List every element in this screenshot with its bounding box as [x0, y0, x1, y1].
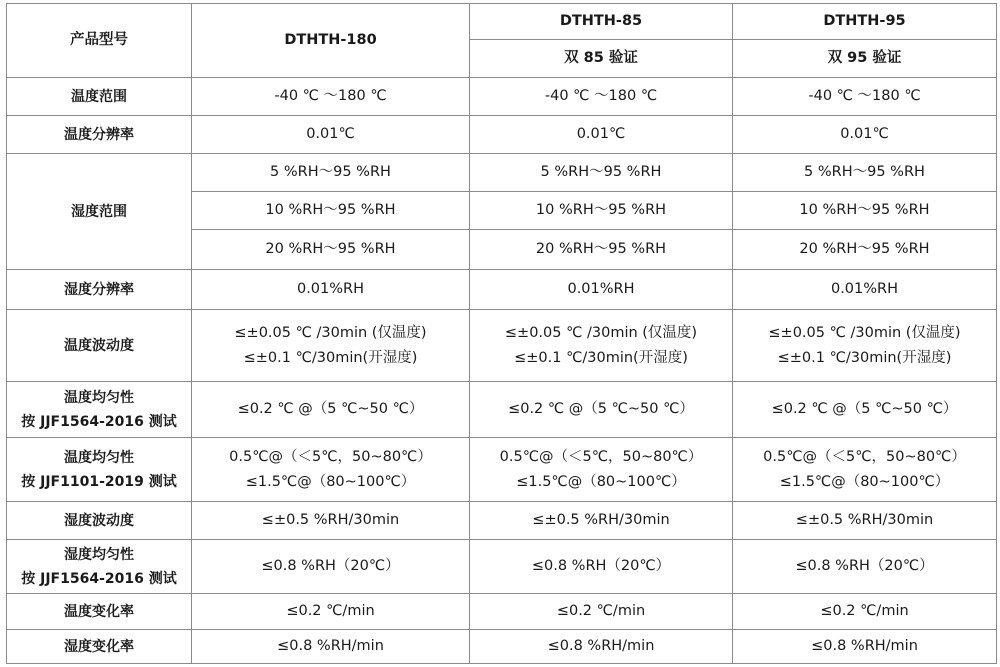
value-cell: 20 %RH～95 %RH: [192, 230, 470, 270]
value-cell: [192, 382, 470, 438]
value-cell: [470, 116, 733, 154]
row-label-line: 温度均匀性: [64, 389, 134, 406]
value-line: 0.01%RH: [567, 281, 635, 297]
header-sub-dthth-85: 双 85 验证: [470, 40, 733, 78]
value-cell: [192, 310, 470, 382]
value-line: ≤1.5℃@（80~100℃）: [779, 473, 950, 490]
row-label-line: 温度波动度: [64, 337, 134, 354]
row-label: [7, 438, 192, 502]
table-row: [7, 594, 997, 630]
table-row: [7, 78, 997, 116]
row-label: [7, 594, 192, 630]
value-cell: [733, 382, 997, 438]
value-cell: [733, 594, 997, 630]
value-cell: [470, 310, 733, 382]
value-cell: [470, 502, 733, 540]
value-cell: [192, 594, 470, 630]
row-label: [7, 310, 192, 382]
value-line: ≤±0.1 ℃/30min(开湿度): [514, 349, 688, 366]
spec-table: [6, 3, 997, 664]
header-model-label: 产品型号: [7, 4, 192, 78]
value-cell: [470, 630, 733, 664]
value-cell: [470, 270, 733, 310]
value-cell: 10 %RH～95 %RH: [192, 192, 470, 230]
value-line: 0.5℃@（＜5℃，50~80℃）: [499, 448, 703, 465]
value-line: ≤0.8 %RH（20℃）: [795, 558, 934, 574]
value-line: ≤±0.1 ℃/30min(开湿度): [777, 349, 952, 366]
value-cell: [192, 270, 470, 310]
value-cell: [192, 438, 470, 502]
row-label-line: 按 JJF1101-2019 测试: [21, 473, 177, 490]
value-line: 0.01℃: [840, 126, 889, 142]
row-label: [7, 540, 192, 594]
row-label-line: 温度范围: [71, 88, 127, 105]
row-label-line: 湿度范围: [71, 203, 127, 220]
value-cell: [470, 438, 733, 502]
value-line: ≤0.2 ℃ @（5 ℃~50 ℃）: [771, 401, 958, 417]
value-cell: [192, 502, 470, 540]
value-cell: [470, 540, 733, 594]
value-cell: [733, 540, 997, 594]
value-cell: 10 %RH～95 %RH: [470, 192, 733, 230]
row-label-line: 温度分辨率: [64, 126, 134, 143]
row-label: [7, 382, 192, 438]
header-row: [7, 4, 997, 40]
value-cell: [733, 270, 997, 310]
row-label-line: 温度变化率: [64, 603, 134, 620]
value-line: ≤±0.05 ℃ /30min (仅温度): [768, 324, 961, 341]
value-cell: [192, 540, 470, 594]
table-row: [7, 382, 997, 438]
header-sub-dthth-95: 双 95 验证: [733, 40, 997, 78]
value-cell: [733, 502, 997, 540]
value-cell: [192, 116, 470, 154]
value-cell: [733, 310, 997, 382]
table-row: [7, 502, 997, 540]
row-label: [7, 630, 192, 664]
value-line: ≤1.5℃@（80~100℃）: [516, 473, 686, 490]
value-cell: 20 %RH～95 %RH: [733, 230, 997, 270]
value-line: ≤0.2 ℃/min: [820, 603, 909, 619]
row-label-line: 湿度变化率: [64, 638, 134, 655]
value-cell: 20 %RH～95 %RH: [470, 230, 733, 270]
value-line: 0.01%RH: [296, 281, 365, 297]
row-label-line: 湿度分辨率: [64, 281, 134, 298]
value-cell: [192, 630, 470, 664]
value-line: ≤0.2 ℃/min: [286, 603, 375, 619]
value-cell: [192, 78, 470, 116]
table-row: [7, 630, 997, 664]
value-line: ≤±0.1 ℃/30min(开湿度): [243, 349, 418, 366]
value-line: 0.5℃@（＜5℃，50~80℃）: [763, 448, 966, 465]
value-line: ≤±0.5 %RH/30min: [532, 512, 670, 528]
header-model-dthth-85: DTHTH-85: [470, 4, 733, 40]
table-row: [7, 540, 997, 594]
row-label: [7, 502, 192, 540]
value-line: -40 ℃ ～180 ℃: [808, 88, 921, 104]
value-line: 0.01%RH: [830, 281, 899, 297]
row-label-line: 湿度波动度: [64, 512, 134, 529]
header-model-dthth-180: DTHTH-180: [192, 4, 470, 78]
value-line: -40 ℃ ～180 ℃: [544, 88, 658, 104]
value-cell: [733, 116, 997, 154]
table-row: [7, 438, 997, 502]
value-line: 0.01℃: [306, 126, 355, 142]
row-label: [7, 116, 192, 154]
value-line: ≤0.8 %RH/min: [811, 638, 918, 654]
value-cell: [470, 382, 733, 438]
value-cell: 5 %RH～95 %RH: [470, 154, 733, 192]
value-cell: [470, 594, 733, 630]
value-cell: 5 %RH～95 %RH: [192, 154, 470, 192]
value-line: ≤±0.05 ℃ /30min (仅温度): [234, 324, 427, 341]
table-row: [7, 270, 997, 310]
value-line: 0.5℃@（＜5℃，50~80℃）: [229, 448, 432, 465]
value-line: ≤1.5℃@（80~100℃）: [245, 473, 416, 490]
value-line: ≤±0.05 ℃ /30min (仅温度): [504, 324, 698, 341]
row-label-line: 温度均匀性: [64, 449, 134, 466]
value-line: ≤±0.5 %RH/30min: [261, 512, 400, 528]
table-row: [7, 116, 997, 154]
table-row: [7, 310, 997, 382]
value-cell: 10 %RH～95 %RH: [733, 192, 997, 230]
value-line: ≤0.8 %RH（20℃）: [531, 558, 671, 574]
value-line: ≤0.2 ℃ @（5 ℃~50 ℃）: [237, 401, 424, 417]
value-line: ≤0.2 ℃/min: [556, 603, 646, 619]
value-cell: [470, 78, 733, 116]
row-label-line: 按 JJF1564-2016 测试: [21, 570, 177, 587]
value-line: ≤0.8 %RH（20℃）: [261, 558, 400, 574]
value-line: ≤0.2 ℃ @（5 ℃~50 ℃）: [508, 401, 694, 417]
value-cell: [733, 78, 997, 116]
value-cell: 5 %RH～95 %RH: [733, 154, 997, 192]
row-label-line: 湿度均匀性: [64, 546, 134, 563]
value-line: -40 ℃ ～180 ℃: [274, 88, 387, 104]
value-line: ≤±0.5 %RH/30min: [795, 512, 934, 528]
header-model-dthth-95: DTHTH-95: [733, 4, 997, 40]
row-label-line: 按 JJF1564-2016 测试: [21, 413, 177, 430]
value-line: ≤0.8 %RH/min: [547, 638, 655, 654]
row-label: [7, 154, 192, 270]
value-line: ≤0.8 %RH/min: [277, 638, 384, 654]
row-label: [7, 270, 192, 310]
value-cell: [733, 630, 997, 664]
row-label: [7, 78, 192, 116]
value-line: 0.01℃: [576, 126, 626, 142]
value-cell: [733, 438, 997, 502]
table-row: [7, 154, 997, 192]
